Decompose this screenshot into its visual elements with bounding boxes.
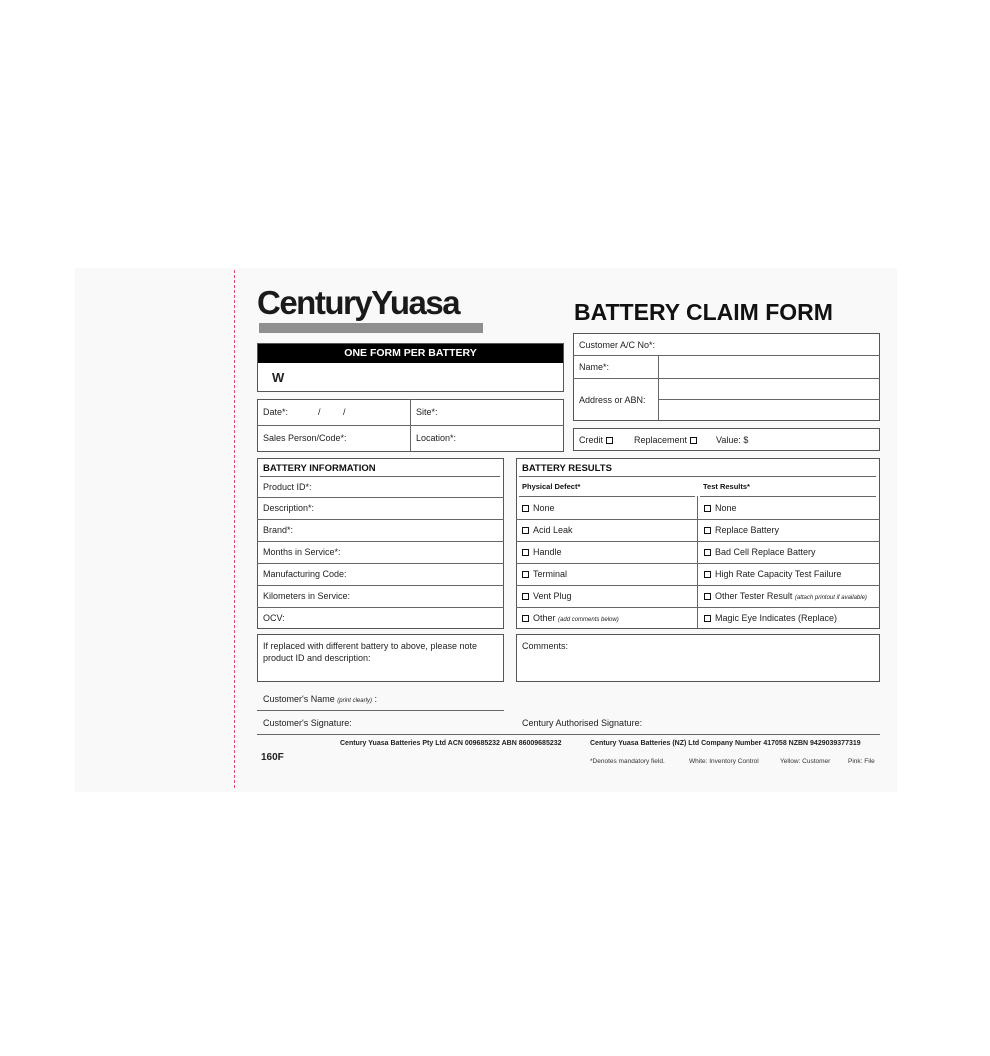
century-yuasa-logo: CenturyYuasa <box>257 284 460 321</box>
authorised-signature-field[interactable]: Century Authorised Signature: <box>522 718 643 728</box>
customer-name-field[interactable]: Name*: <box>579 362 610 372</box>
battery-info-field[interactable]: Product ID*: <box>263 482 312 492</box>
physical-result-checkbox[interactable] <box>522 527 529 534</box>
copy-white: White: Inventory Control <box>689 758 759 765</box>
physical-result-option[interactable] <box>522 503 555 513</box>
physical-result-option[interactable] <box>522 569 567 579</box>
battery-info-field[interactable]: OCV: <box>263 613 285 623</box>
test-result-checkbox[interactable] <box>704 615 711 622</box>
physical-result-checkbox[interactable] <box>522 505 529 512</box>
credit-option[interactable] <box>579 435 617 445</box>
comments-box[interactable] <box>516 634 880 682</box>
battery-info-row-divider <box>257 519 504 520</box>
battery-results-title: BATTERY RESULTS <box>522 463 612 474</box>
battery-info-title-underline <box>260 476 500 477</box>
battery-info-row-divider <box>257 541 504 542</box>
replacement-label: Replacement <box>634 435 688 445</box>
customer-signature-field[interactable]: Customer's Signature: <box>263 718 352 728</box>
physical-result-option[interactable] <box>522 547 562 557</box>
customer-row-divider-3 <box>658 399 880 400</box>
company-details-au: Century Yuasa Batteries Pty Ltd ACN 009685232 ABN 86009685232 <box>340 740 562 747</box>
test-result-checkbox[interactable] <box>704 571 711 578</box>
battery-info-field[interactable]: Manufacturing Code: <box>263 569 347 579</box>
battery-result-row-divider <box>516 519 880 520</box>
battery-info-row-divider <box>257 585 504 586</box>
physical-result-checkbox[interactable] <box>522 593 529 600</box>
form-title: BATTERY CLAIM FORM <box>574 299 833 325</box>
test-result-label: Other Tester Result <box>715 591 793 601</box>
add-comments-note: (add comments below) <box>558 617 619 623</box>
customer-vdivider <box>658 355 659 421</box>
test-result-checkbox[interactable] <box>704 549 711 556</box>
company-details-nz: Century Yuasa Batteries (NZ) Ltd Company Number 417058 NZBN 9429039377319 <box>590 740 861 747</box>
customer-account-field[interactable]: Customer A/C No*: <box>579 340 656 350</box>
battery-information-title: BATTERY INFORMATION <box>263 463 376 474</box>
battery-info-row-divider <box>257 607 504 608</box>
logo-underline-bar <box>259 323 483 333</box>
physical-result-option[interactable] <box>522 613 619 623</box>
replacement-option[interactable] <box>634 435 701 445</box>
serial-prefix: W <box>272 370 285 385</box>
replacement-checkbox[interactable] <box>690 437 697 444</box>
battery-info-row-divider <box>257 563 504 564</box>
battery-result-row-divider <box>516 607 880 608</box>
test-result-label: Magic Eye Indicates (Replace) <box>715 613 838 623</box>
test-result-option[interactable] <box>704 525 779 535</box>
physical-result-option[interactable] <box>522 591 572 601</box>
physical-result-label: None <box>533 503 555 513</box>
customer-name-colon: : <box>374 694 377 704</box>
battery-info-field[interactable]: Description*: <box>263 503 315 513</box>
test-result-label: Replace Battery <box>715 525 780 535</box>
credit-checkbox[interactable] <box>606 437 613 444</box>
physical-result-label: Acid Leak <box>533 525 573 535</box>
test-result-label: High Rate Capacity Test Failure <box>715 569 842 579</box>
perforation-line <box>234 270 235 788</box>
value-field[interactable]: Value: $ <box>716 435 749 445</box>
battery-info-field[interactable]: Brand*: <box>263 525 294 535</box>
test-result-checkbox[interactable] <box>704 593 711 600</box>
date-separator-2: / <box>343 407 346 417</box>
replacement-note-line-2: product ID and description: <box>263 653 371 663</box>
date-separator-1: / <box>318 407 321 417</box>
battery-result-row-divider <box>516 585 880 586</box>
test-result-checkbox[interactable] <box>704 505 711 512</box>
replacement-note-line-1: If replaced with different battery to above, please note <box>263 641 477 651</box>
physical-result-label: Handle <box>533 547 562 557</box>
address-abn-field[interactable]: Address or ABN: <box>579 395 646 405</box>
physical-result-label: Vent Plug <box>533 591 572 601</box>
customer-name-label: Customer's Name <box>263 694 335 704</box>
signature-baseline <box>257 734 880 735</box>
battery-info-field[interactable]: Months in Service*: <box>263 547 341 557</box>
results-header-underline-left <box>519 496 695 497</box>
physical-result-label: Other <box>533 613 556 623</box>
physical-result-option[interactable] <box>522 525 573 535</box>
site-field[interactable]: Site*: <box>416 407 438 417</box>
comments-label: Comments: <box>522 641 569 651</box>
test-result-label: None <box>715 503 737 513</box>
copy-yellow: Yellow: Customer <box>780 758 831 765</box>
physical-result-checkbox[interactable] <box>522 549 529 556</box>
battery-results-title-underline <box>519 476 876 477</box>
attach-printout-note: (attach printout if available) <box>794 595 867 601</box>
customer-name-signature-field[interactable] <box>263 694 377 704</box>
sales-person-field[interactable]: Sales Person/Code*: <box>263 433 347 443</box>
test-results-header: Test Results* <box>703 482 750 491</box>
results-header-underline-right <box>700 496 876 497</box>
location-field[interactable]: Location*: <box>416 433 457 443</box>
print-clearly-note: (print clearly) <box>337 698 372 704</box>
test-result-option[interactable] <box>704 503 737 513</box>
date-field[interactable]: Date*: <box>263 407 289 417</box>
physical-result-checkbox[interactable] <box>522 615 529 622</box>
date-site-vdivider <box>410 399 411 452</box>
form-code: 160F <box>261 752 284 763</box>
mandatory-note: *Denotes mandatory field. <box>590 758 665 765</box>
physical-result-label: Terminal <box>533 569 568 579</box>
test-result-label: Bad Cell Replace Battery <box>715 547 816 557</box>
battery-info-row-divider <box>257 497 504 498</box>
credit-label: Credit <box>579 435 604 445</box>
test-result-checkbox[interactable] <box>704 527 711 534</box>
copy-pink: Pink: File <box>848 758 875 765</box>
test-result-option[interactable] <box>704 613 837 623</box>
battery-info-field[interactable]: Kilometers in Service: <box>263 591 351 601</box>
customer-name-line <box>257 710 504 711</box>
one-form-per-battery-banner: ONE FORM PER BATTERY <box>258 344 563 363</box>
customer-row-divider-1 <box>573 355 880 356</box>
battery-result-row-divider <box>516 563 880 564</box>
test-result-option[interactable] <box>704 547 816 557</box>
test-result-option[interactable] <box>704 591 867 601</box>
physical-result-checkbox[interactable] <box>522 571 529 578</box>
test-result-option[interactable] <box>704 569 841 579</box>
physical-defect-header: Physical Defect* <box>522 482 581 491</box>
battery-result-row-divider <box>516 541 880 542</box>
customer-row-divider-2 <box>573 378 880 379</box>
